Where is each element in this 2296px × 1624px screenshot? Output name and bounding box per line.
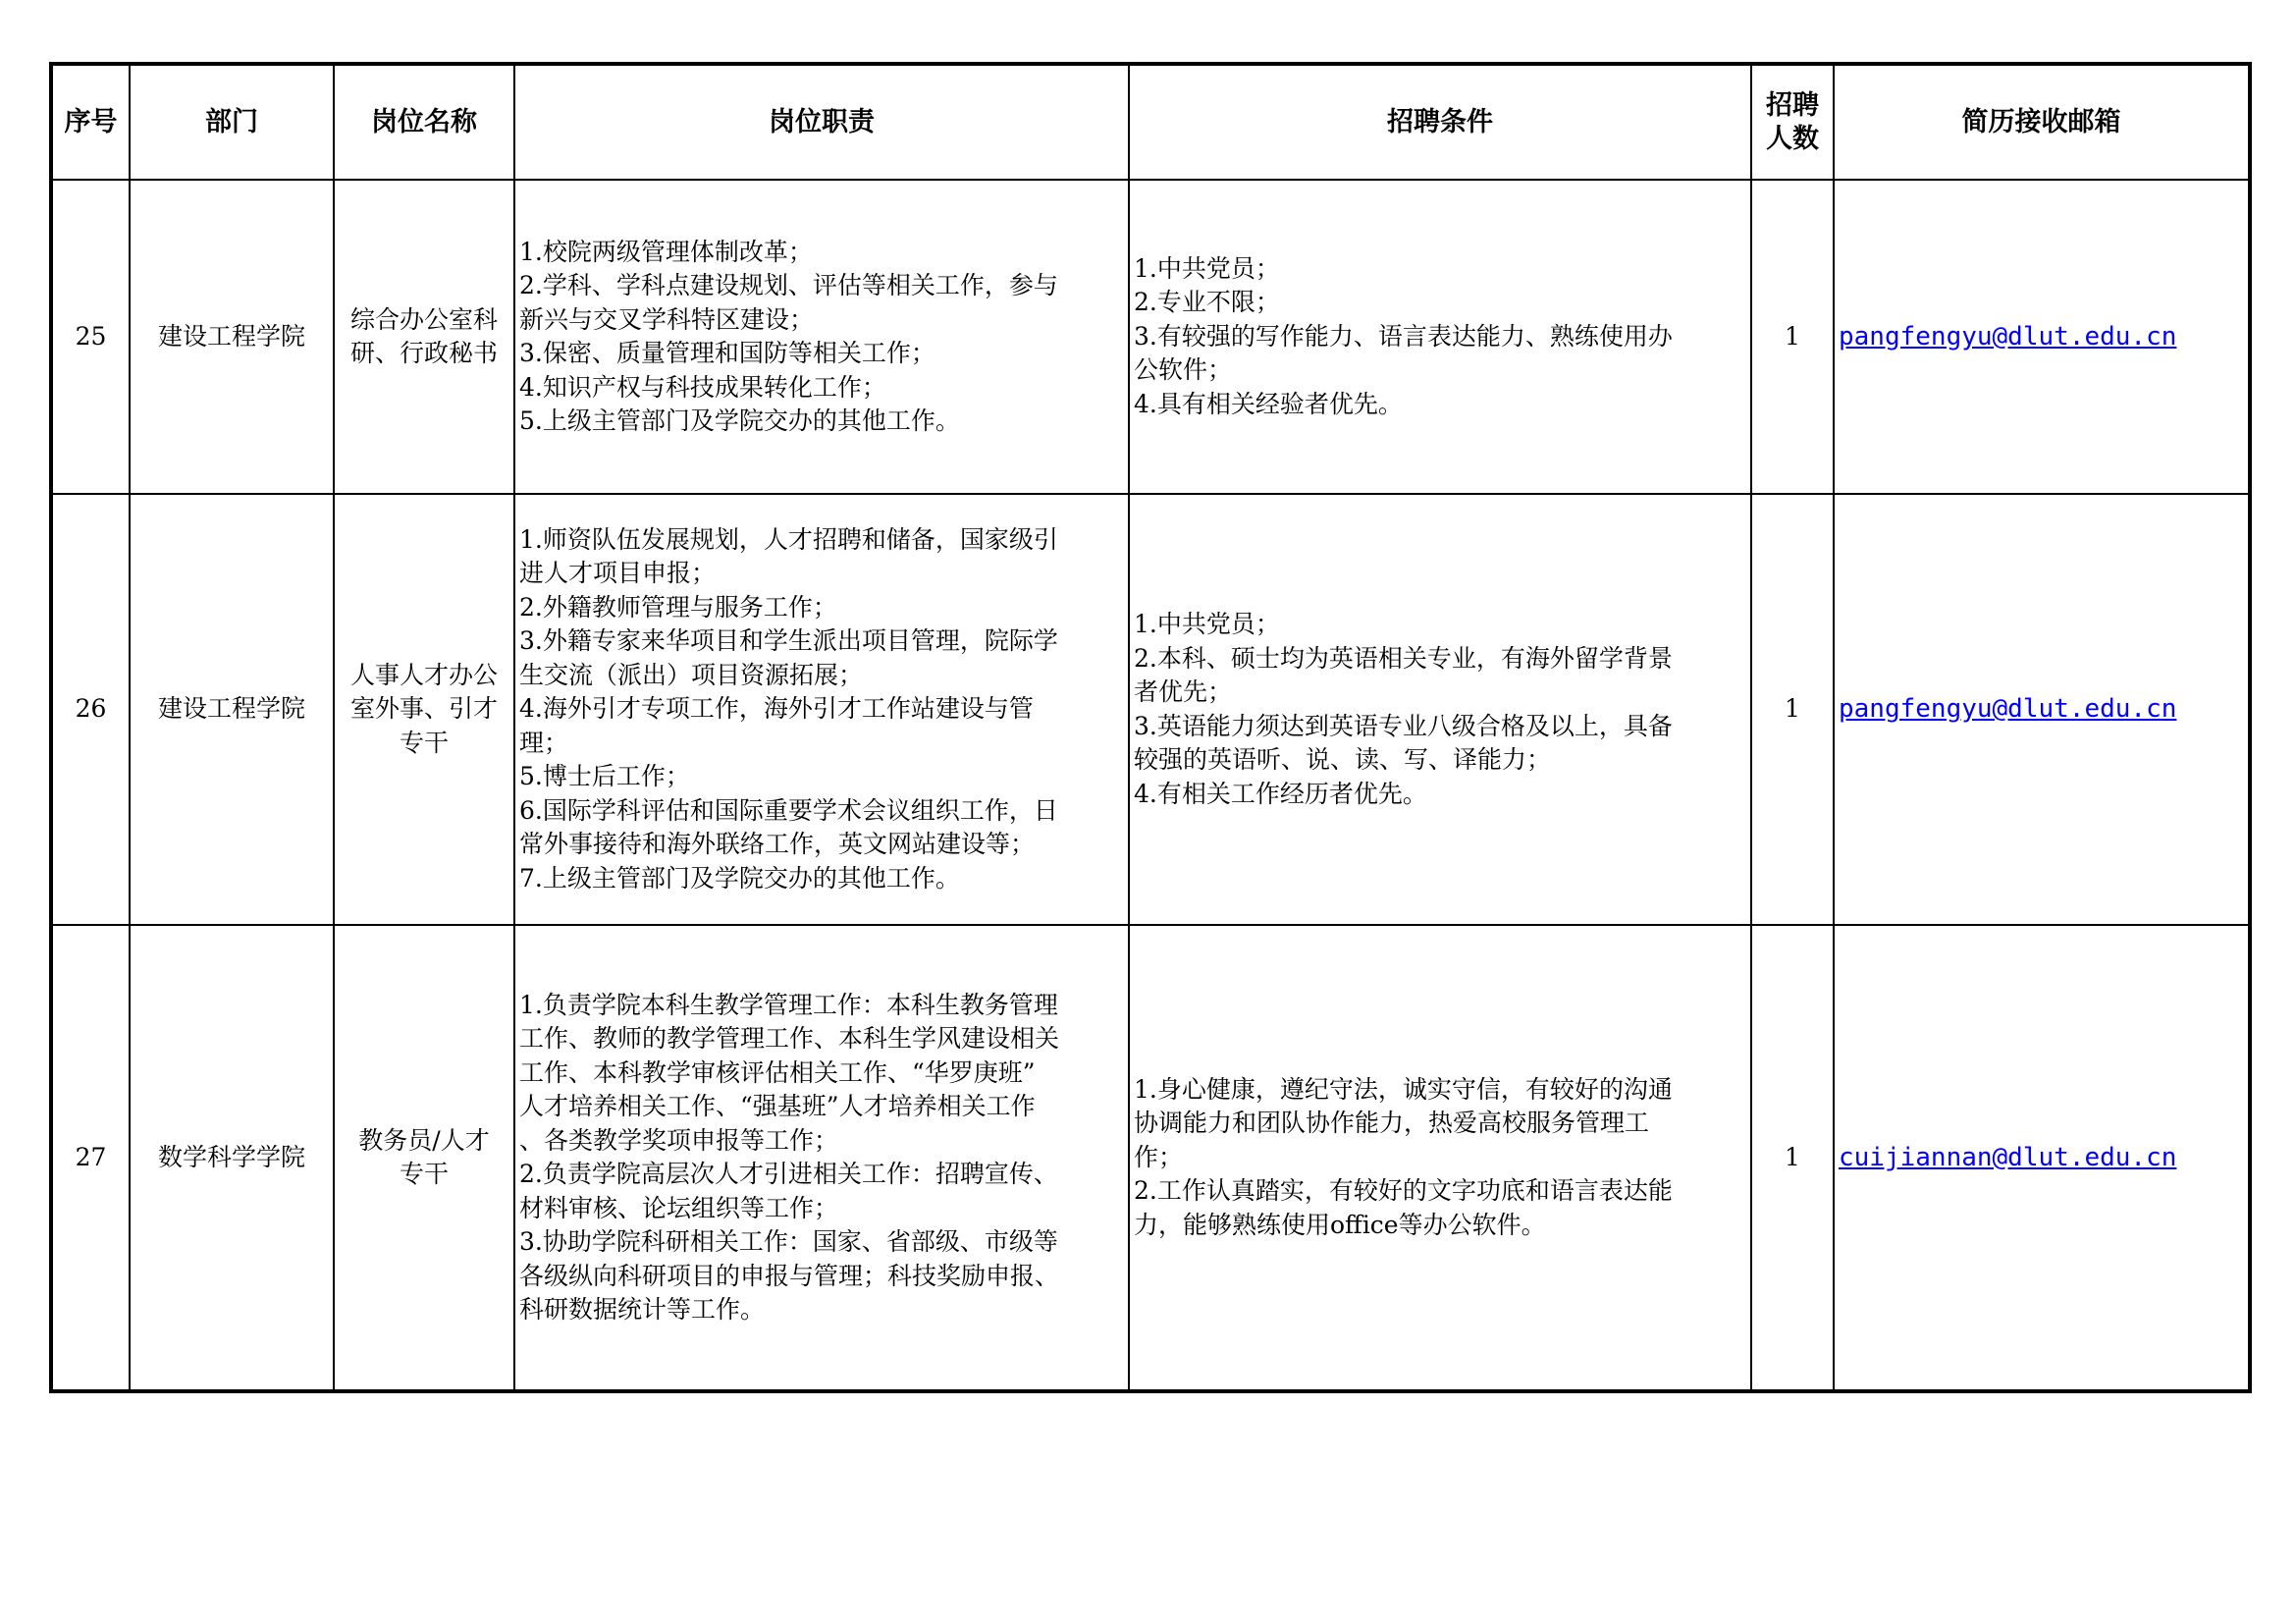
requirement-line: 2.工作认真踏实，有较好的文字功底和语言表达能 [1134, 1176, 1673, 1206]
row-email [1834, 925, 2250, 1391]
row-position [334, 180, 514, 494]
requirement-line: 4.具有相关经验者优先。 [1134, 389, 1403, 418]
header-count-line2: 人数 [1766, 123, 1819, 154]
duty-line: 材料审核、论坛组织等工作； [519, 1193, 839, 1222]
row-count: 1 [1751, 180, 1834, 494]
duty-line: 1.师资队伍发展规划，人才招聘和储备，国家级引 [519, 524, 1058, 554]
header-duties: 岗位职责 [514, 64, 1129, 180]
row-requirements [1129, 925, 1751, 1391]
duty-line: 2.外籍教师管理与服务工作； [519, 592, 837, 622]
row-duties [514, 180, 1129, 494]
row-seq: 27 [51, 925, 130, 1391]
position-line: 研、行政秘书 [349, 339, 498, 367]
requirement-line: 较强的英语听、说、读、写、译能力； [1134, 745, 1552, 774]
duty-line: 科研数据统计等工作。 [519, 1295, 766, 1324]
requirement-line: 3.英语能力须达到英语专业八级合格及以上，具备 [1134, 711, 1673, 740]
requirement-line: 1.身心健康，遵纪守法，诚实守信，有较好的沟通 [1134, 1074, 1673, 1104]
duty-line: 3.保密、质量管理和国防等相关工作； [519, 339, 935, 367]
duty-line: 5.上级主管部门及学院交办的其他工作。 [519, 406, 960, 435]
row-position [334, 925, 514, 1391]
header-seq: 序号 [51, 64, 130, 180]
table-row [51, 925, 2250, 1391]
row-email [1834, 494, 2250, 925]
duty-line: 进人才项目申报； [519, 559, 717, 588]
row-count: 1 [1751, 494, 1834, 925]
row-requirements [1129, 494, 1751, 925]
header-dept: 部门 [130, 64, 334, 180]
requirement-line: 3.有较强的写作能力、语言表达能力、熟练使用办 [1134, 321, 1673, 351]
requirement-line: 1.中共党员； [1134, 253, 1280, 283]
duty-line: 、各类教学奖项申报等工作； [519, 1125, 839, 1155]
email-link[interactable]: pangfengyu@dlut.edu.cn [1839, 694, 2177, 725]
duty-line: 4.知识产权与科技成果转化工作； [519, 372, 886, 402]
recruitment-table [49, 62, 2252, 1393]
position-line: 人事人才办公 [349, 660, 498, 689]
row-requirements [1129, 180, 1751, 494]
header-requirements: 招聘条件 [1129, 64, 1751, 180]
duty-line: 1.校院两级管理体制改革； [519, 237, 813, 266]
row-dept: 建设工程学院 [130, 180, 334, 494]
requirement-line: 4.有相关工作经历者优先。 [1134, 779, 1427, 808]
row-count: 1 [1751, 925, 1834, 1391]
row-dept: 数学科学学院 [130, 925, 334, 1391]
duty-line: 3.协助学院科研相关工作：国家、省部级、市级等 [519, 1227, 1058, 1256]
duty-line: 工作、本科教学审核评估相关工作、“华罗庚班” [519, 1057, 1036, 1087]
row-seq: 26 [51, 494, 130, 925]
duty-line: 生交流（派出）项目资源拓展； [519, 660, 864, 689]
position-line: 室外事、引才 [349, 694, 498, 724]
duty-line: 常外事接待和海外联络工作，英文网站建设等； [519, 830, 1036, 859]
position-line: 综合办公室科 [349, 304, 498, 334]
duty-line: 5.博士后工作； [519, 762, 690, 791]
requirement-line: 2.专业不限； [1134, 288, 1280, 317]
duty-line: 2.负责学院高层次人才引进相关工作：招聘宣传、 [519, 1160, 1058, 1188]
duty-line: 2.学科、学科点建设规划、评估等相关工作，参与 [519, 271, 1058, 299]
row-duties [514, 494, 1129, 925]
duty-line: 1.负责学院本科生教学管理工作：本科生教务管理 [519, 990, 1058, 1019]
header-position: 岗位名称 [334, 64, 514, 180]
requirement-line: 力，能够熟练使用office等办公软件。 [1134, 1210, 1546, 1239]
row-position [334, 494, 514, 925]
requirement-line: 协调能力和团队协作能力，热爱高校服务管理工 [1134, 1109, 1650, 1138]
position-line: 专干 [399, 728, 449, 757]
row-seq: 25 [51, 180, 130, 494]
duty-line: 理； [519, 728, 569, 757]
requirement-line: 1.中共党员； [1134, 610, 1280, 638]
row-duties [514, 925, 1129, 1391]
requirement-line: 2.本科、硕士均为英语相关专业，有海外留学背景 [1134, 643, 1673, 673]
header-count [1751, 64, 1834, 180]
duty-line: 新兴与交叉学科特区建设； [519, 304, 815, 334]
duty-line: 工作、教师的教学管理工作、本科生学风建设相关 [519, 1024, 1060, 1053]
email-link[interactable]: cuijiannan@dlut.edu.cn [1839, 1142, 2177, 1172]
position-line: 教务员/人才 [358, 1125, 490, 1155]
row-email [1834, 180, 2250, 494]
row-dept: 建设工程学院 [130, 494, 334, 925]
duty-line: 7.上级主管部门及学院交办的其他工作。 [519, 863, 960, 893]
duty-line: 6.国际学科评估和国际重要学术会议组织工作，日 [519, 795, 1058, 825]
duty-line: 各级纵向科研项目的申报与管理；科技奖励申报、 [519, 1261, 1060, 1290]
table-row [51, 494, 2250, 925]
header-email: 简历接收邮箱 [1834, 64, 2250, 180]
table-header-row [51, 64, 2250, 180]
header-count-line1: 招聘 [1766, 89, 1819, 121]
table-row [51, 180, 2250, 494]
duty-line: 3.外籍专家来华项目和学生派出项目管理，院际学 [519, 626, 1058, 656]
requirement-line: 作； [1134, 1142, 1184, 1171]
requirement-line: 公软件； [1134, 355, 1233, 385]
duty-line: 人才培养相关工作、“强基班”人才培养相关工作 [519, 1092, 1036, 1120]
email-link[interactable]: pangfengyu@dlut.edu.cn [1839, 321, 2177, 352]
duty-line: 4.海外引才专项工作，海外引才工作站建设与管 [519, 694, 1034, 724]
position-line: 专干 [399, 1160, 449, 1188]
requirement-line: 者优先； [1134, 677, 1233, 706]
